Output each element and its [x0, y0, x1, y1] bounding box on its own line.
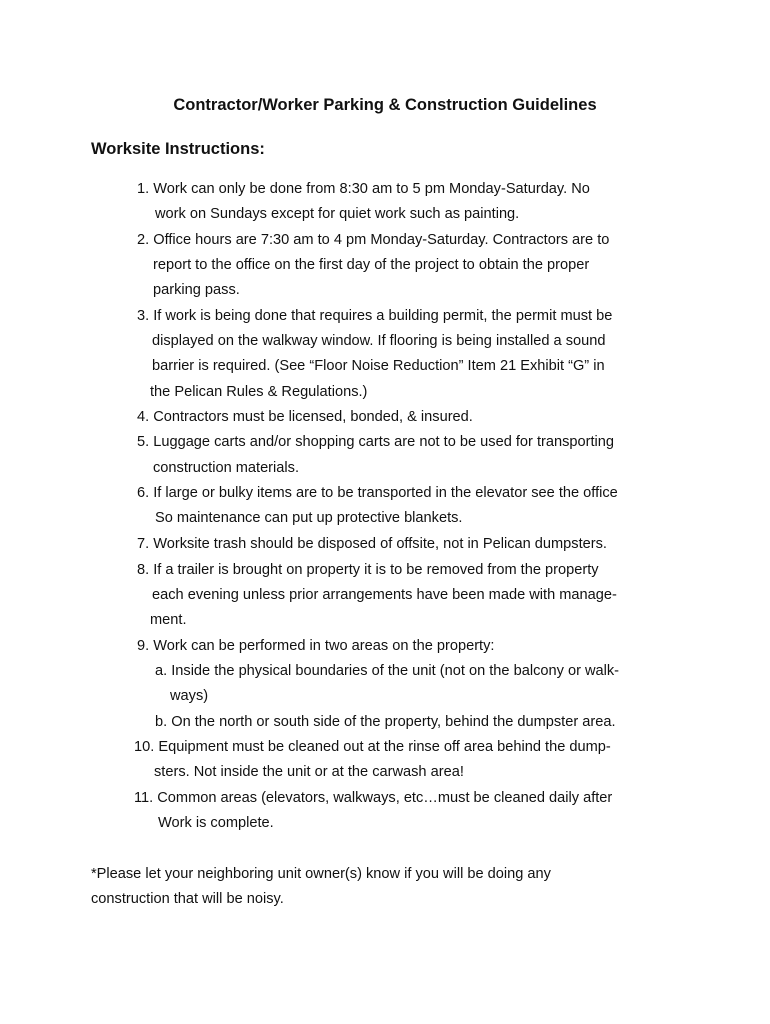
instruction-line: barrier is required. (See “Floor Noise Reduction” Item 21 Exhibit “G” in — [152, 358, 605, 374]
instruction-line: So maintenance can put up protective blankets. — [155, 510, 463, 526]
instruction-line: 2. Office hours are 7:30 am to 4 pm Monday-Saturday. Contractors are to — [137, 232, 610, 248]
footnote-line: *Please let your neighboring unit owner(s) know if you will be doing any — [91, 866, 551, 882]
instruction-line: 11. Common areas (elevators, walkways, etc…must be cleaned daily after — [134, 790, 613, 806]
page-title: Contractor/Worker Parking & Construction Guidelines — [173, 96, 597, 114]
instruction-line: parking pass. — [153, 282, 240, 298]
instruction-line: displayed on the walkway window. If flooring is being installed a sound — [152, 333, 606, 349]
instruction-line: work on Sundays except for quiet work such as painting. — [155, 206, 520, 222]
footnote-line: construction that will be noisy. — [91, 891, 284, 907]
instruction-line: sters. Not inside the unit or at the carwash area! — [154, 764, 464, 780]
instruction-line: 7. Worksite trash should be disposed of offsite, not in Pelican dumpsters. — [137, 536, 607, 552]
instruction-line: report to the office on the first day of the project to obtain the proper — [153, 257, 590, 273]
instruction-line: 10. Equipment must be cleaned out at the rinse off area behind the dump- — [134, 739, 611, 755]
instruction-line: b. On the north or south side of the property, behind the dumpster area. — [155, 714, 616, 730]
instruction-line: each evening unless prior arrangements have been made with manage- — [152, 587, 617, 603]
instruction-line: the Pelican Rules & Regulations.) — [150, 384, 368, 400]
instruction-line: 1. Work can only be done from 8:30 am to 5 pm Monday-Saturday. No — [137, 181, 590, 197]
section-heading: Worksite Instructions: — [91, 140, 265, 158]
instruction-line: 5. Luggage carts and/or shopping carts are not to be used for transporting — [137, 434, 615, 450]
instruction-line: 3. If work is being done that requires a building permit, the permit must be — [137, 308, 613, 324]
instruction-line: 6. If large or bulky items are to be transported in the elevator see the office — [137, 485, 618, 501]
instruction-line: Work is complete. — [158, 815, 274, 831]
instruction-line: construction materials. — [153, 460, 299, 476]
instruction-line: 9. Work can be performed in two areas on the property: — [137, 638, 495, 654]
instruction-line: 4. Contractors must be licensed, bonded, & insured. — [137, 409, 473, 425]
instruction-line: 8. If a trailer is brought on property it is to be removed from the property — [137, 562, 599, 578]
instruction-line: a. Inside the physical boundaries of the unit (not on the balcony or walk- — [155, 663, 620, 679]
instruction-line: ment. — [150, 612, 187, 628]
instruction-line: ways) — [170, 688, 209, 704]
